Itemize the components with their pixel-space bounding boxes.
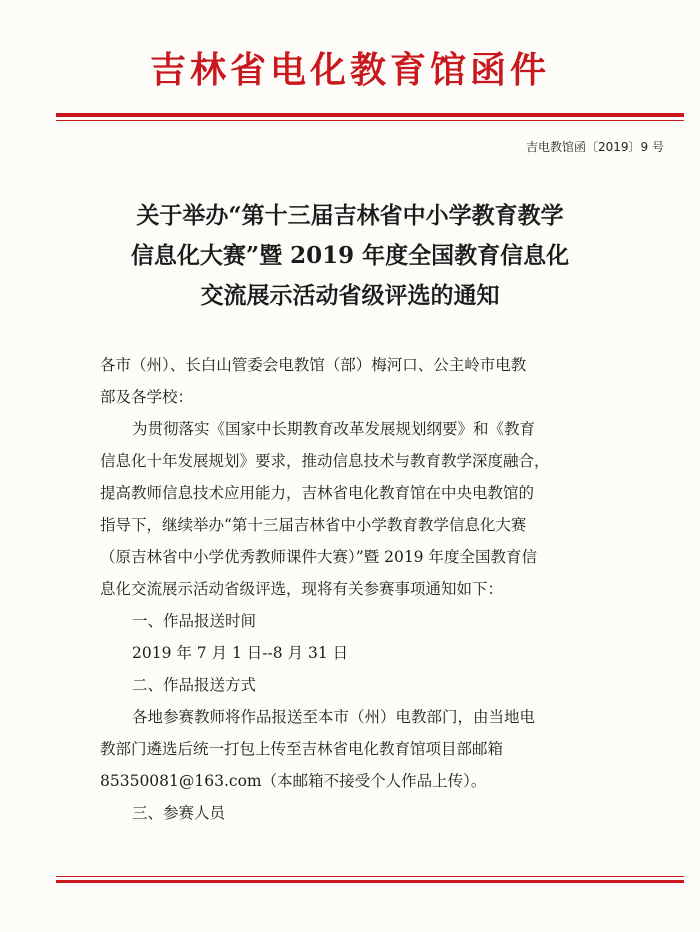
paragraph-line: 各地参赛教师将作品报送至本市（州）电教部门，由当地电 xyxy=(132,708,536,726)
paragraph-line: 指导下，继续举办“第十三届吉林省中小学教育教学信息化大赛 xyxy=(100,516,527,534)
letterhead-rule-thin xyxy=(56,120,684,121)
addressee-line: 各市（州）、长白山管委会电教馆（部）梅河口、公主岭市电教 xyxy=(100,356,527,374)
notice-body xyxy=(100,349,660,829)
paragraph-line: 为贯彻落实《国家中长期教育改革发展规划纲要》和《教育 xyxy=(132,420,536,438)
email-line: 85350081@163.com（本邮箱不接受个人作品上传）。 xyxy=(100,772,487,790)
notice-title-line: 关于举办“第十三届吉林省中小学教育教学 xyxy=(136,202,564,229)
paragraph-line: 教部门遴选后统一打包上传至吉林省电化教育馆项目部邮箱 xyxy=(100,740,504,758)
notice-title-line: 交流展示活动省级评选的通知 xyxy=(200,282,500,309)
footer-rule-thick xyxy=(56,880,684,883)
section-heading: 一、作品报送时间 xyxy=(132,612,257,630)
notice-title-line: 信息化大赛”暨 2019 年度全国教育信息化 xyxy=(130,242,570,269)
paragraph-line: 息化交流展示活动省级评选，现将有关参赛事项通知如下： xyxy=(100,580,504,598)
footer-rule-thin xyxy=(56,876,684,877)
paragraph-line: 信息化十年发展规划》要求，推动信息技术与教育教学深度融合， xyxy=(100,452,550,470)
section-heading: 三、参赛人员 xyxy=(132,804,226,822)
addressee-line: 部及各学校： xyxy=(100,388,194,406)
paragraph-line: 提高教师信息技术应用能力，吉林省电化教育馆在中央电教馆的 xyxy=(100,484,535,502)
paragraph-line: （原吉林省中小学优秀教师课件大赛）”暨 2019 年度全国教育信 xyxy=(100,548,537,566)
document-number: 吉电教馆函〔2019〕9 号 xyxy=(526,140,664,154)
section-heading: 二、作品报送方式 xyxy=(132,676,257,694)
submission-dates: 2019 年 7 月 1 日--8 月 31 日 xyxy=(132,644,349,662)
notice-title xyxy=(60,196,640,316)
letterhead-rule-thick xyxy=(56,113,684,117)
letterhead-title: 吉林省电化教育馆函件 xyxy=(149,50,550,91)
